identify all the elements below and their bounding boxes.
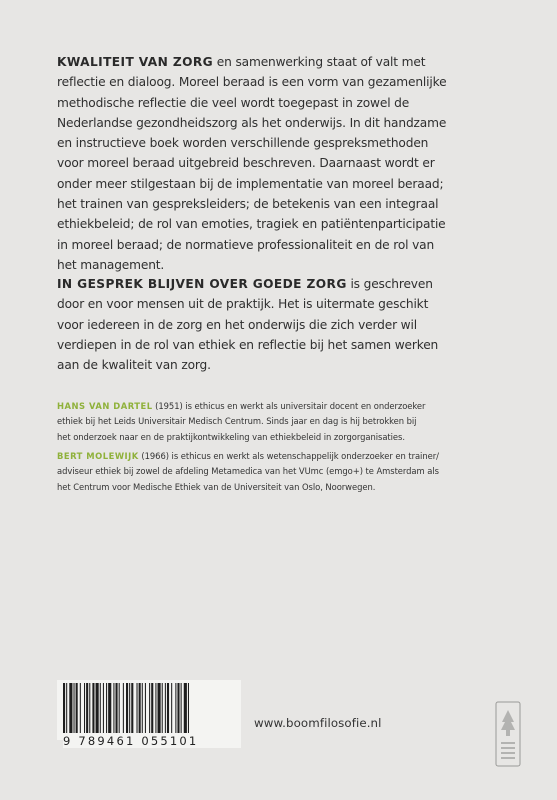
fsc-logo-icon — [492, 700, 524, 768]
paragraph1-line: voor moreel beraad uitgebreid beschreven. Daarnaast wordt er — [57, 156, 435, 171]
paragraph2-line: voor iedereen in de zorg en het onderwijs die zich verder wil — [57, 317, 417, 332]
paragraph2-line: verdiepen in de rol van ethiek en reflectie bij het samen werken — [57, 337, 439, 352]
paragraph2-line: aan de kwaliteit van zorg. — [57, 358, 211, 373]
author-bio-2 — [57, 449, 497, 495]
paragraph1-line: het trainen van gespreksleiders; de betekenis van een integraal — [57, 197, 439, 212]
paragraph1-line: het management. — [57, 257, 165, 272]
author-name-2: BERT MOLEWIJK — [57, 451, 139, 461]
paragraph1-line: reflectie en dialoog. Moreel beraad is een vorm van gezamenlijke — [57, 75, 447, 90]
barcode — [57, 680, 241, 748]
author-name-1: HANS VAN DARTEL — [57, 401, 153, 411]
bio1-line: ethiek bij het Leids Universitair Medisch Centrum. Sinds jaar en dag is hij betrokken bij — [57, 416, 417, 427]
bio2-line: het Centrum voor Medische Ethiek van de Universiteit van Oslo, Noorwegen. — [57, 481, 376, 492]
bio2-line: adviseur ethiek bij zowel de afdeling Metamedica van het VUmc (emgo+) te Amsterdam als — [57, 466, 439, 477]
isbn-number: 9 789461 055101 — [63, 734, 241, 748]
bio1-line: (1951) is ethicus en werkt als universitair docent en onderzoeker — [152, 401, 426, 411]
paragraph1-line: methodische reflectie die veel wordt toegepast in zowel de — [57, 95, 410, 110]
paragraph1-line: ethiekbeleid; de rol van emoties, tragiek en patiëntenparticipatie — [57, 217, 446, 232]
paragraph2-line: is geschreven — [346, 277, 433, 291]
paragraph1-line: onder meer stilgestaan bij de implementatie van moreel beraad; — [57, 176, 444, 191]
paragraph2-lead: IN GESPREK BLIJVEN OVER GOEDE ZORG — [57, 277, 347, 291]
description-paragraph-2 — [57, 274, 507, 375]
description-paragraph-1 — [57, 52, 507, 275]
bio2-line: (1966) is ethicus en werkt als wetenschappelijk onderzoeker en trainer/ — [138, 451, 439, 461]
barcode-icon — [57, 680, 241, 740]
publisher-website: www.boomfilosofie.nl — [254, 716, 382, 730]
paragraph1-line: Nederlandse gezondheidszorg als het onderwijs. In dit handzame — [57, 115, 447, 130]
paragraph1-line: en instructieve boek worden verschillende gespreksmethoden — [57, 136, 429, 151]
paragraph1-line: in moreel beraad; de normatieve professionaliteit en de rol van — [57, 237, 435, 252]
author-bio-1 — [57, 399, 497, 445]
paragraph1-lead: KWALITEIT VAN ZORG — [57, 55, 214, 69]
paragraph2-line: door en voor mensen uit de praktijk. Het is uitermate geschikt — [57, 297, 429, 312]
paragraph1-line: en samenwerking staat of valt met — [213, 55, 426, 69]
bio1-line: het onderzoek naar en de praktijkontwikkeling van ethiekbeleid in zorgorganisaties. — [57, 431, 405, 442]
